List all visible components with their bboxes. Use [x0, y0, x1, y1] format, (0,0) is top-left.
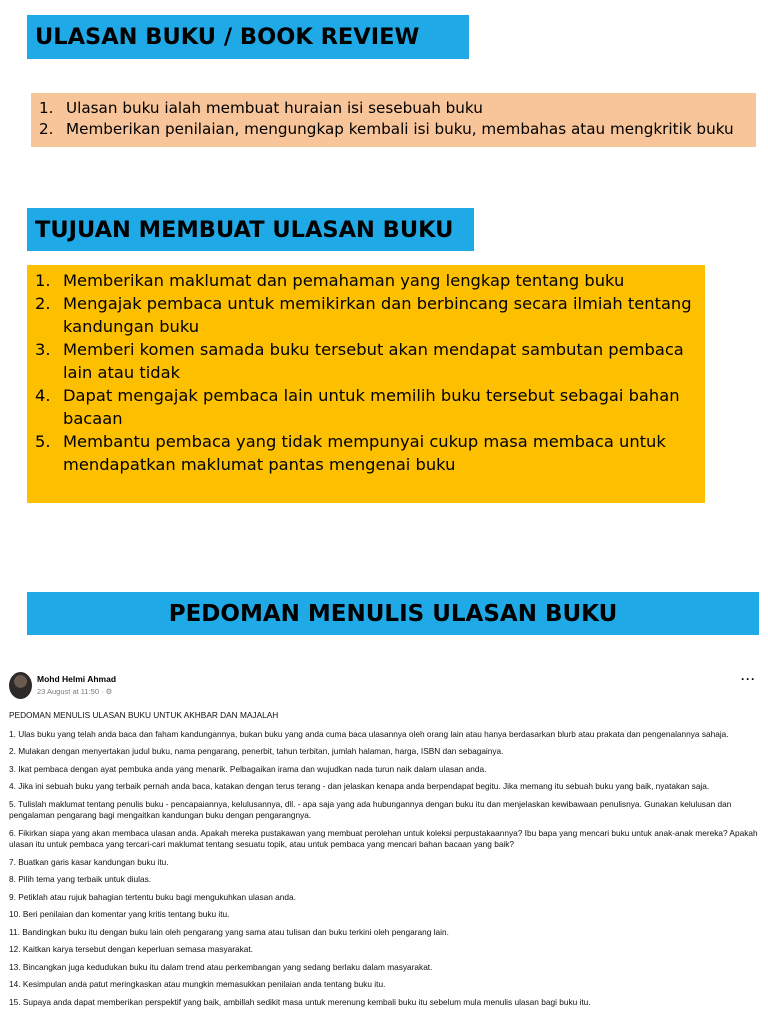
list-text: Dapat mengajak pembaca lain untuk memilih buku tersebut sebagai bahan bacaan	[63, 386, 680, 428]
post-guideline-item: 13. Bincangkan juga kedudukan buku itu dalam trend atau perkembangan yang sedang berlaku dalam masyarakat.	[9, 961, 433, 972]
section-title-purpose: TUJUAN MEMBUAT ULASAN BUKU	[27, 208, 474, 251]
avatar[interactable]	[9, 672, 32, 699]
post-guideline-item: 3. Ikat pembaca dengan ayat pembuka anda yang menarik. Pelbagaikan irama dan wujudkan nada turun naik dalam ulasan anda.	[9, 763, 487, 774]
list-item	[35, 338, 705, 384]
list-text: Memberikan penilaian, mengungkap kembali isi buku, membahas atau mengkritik buku	[66, 120, 734, 138]
list-number: 1.	[39, 99, 54, 117]
list-text: Mengajak pembaca untuk memikirkan dan berbincang secara ilmiah tentang kandungan buku	[63, 294, 692, 336]
list-item	[35, 384, 705, 430]
post-items	[9, 729, 761, 1009]
list-number: 2.	[35, 294, 51, 313]
post-body	[9, 710, 761, 1014]
list-number: 1.	[35, 271, 51, 290]
post-guideline-item: 8. Pilih tema yang terbaik untuk diulas.	[9, 874, 152, 884]
post-guideline-item: 7. Buatkan garis kasar kandungan buku itu.	[9, 856, 169, 867]
list-text: Memberi komen samada buku tersebut akan mendapat sambutan pembaca lain atau tidak	[63, 340, 684, 382]
list-item	[35, 292, 705, 338]
list-item	[39, 119, 756, 140]
post-guideline-item: 9. Petiklah atau rujuk bahagian tertentu buku bagi mengukuhkan ulasan anda.	[9, 891, 296, 902]
post-guideline-item: 12. Kaitkan karya tersebut dengan keperluan semasa masyarakat.	[9, 944, 253, 954]
post-guideline-item: 14. Kesimpulan anda patut meringkaskan atau mungkin memasukkan penilaian anda tentang buku itu.	[9, 979, 386, 989]
list-item	[35, 430, 705, 476]
post-timestamp[interactable]: 23 August at 11:50 · ⚙	[37, 687, 113, 696]
post-guideline-item: 6. Fikirkan siapa yang akan membaca ulasan anda. Apakah mereka pustakawan yang membuat perolehan untuk koleksi perpustakaannya? Ibu bapa yang mencari buku untuk anak-anak mereka? Apakah ulasan itu untuk pembaca yang tercari-cari maklumat tentang sesuatu topik, atau untuk pembaca yang mencari bahan bacaan yang baik?	[9, 827, 758, 849]
post-guideline-item: 2. Mulakan dengan menyertakan judul buku, nama pengarang, penerbit, tahun terbitan, jumlah halaman, harga, ISBN dan sebagainya.	[9, 746, 504, 756]
section-title-guidelines: PEDOMAN MENULIS ULASAN BUKU	[27, 592, 759, 635]
post-guideline-item: 1. Ulas buku yang telah anda baca dan faham kandungannya, bukan buku yang anda cuma baca ulasannya oleh orang lain atau hanya berdasarkan blurb atau prakata dan pengenalannya sahaja.	[9, 728, 729, 739]
purpose-list	[35, 269, 705, 476]
list-text: Ulasan buku ialah membuat huraian isi sesebuah buku	[66, 99, 483, 117]
definition-box	[31, 93, 756, 147]
post-guideline-item: 10. Beri penilaian dan komentar yang kritis tentang buku itu.	[9, 909, 230, 919]
purpose-box	[27, 265, 705, 503]
definition-list	[39, 98, 756, 140]
post-guideline-item: 5. Tulislah maklumat tentang penulis buku - pencapaiannya, kelulusannya, dll. - apa saja yang ada hubungannya dengan buku itu dan menjelaskan kewibawaan penulisnya. Gunakan kelulusan dan pengalaman pengarang bagi mengaitkan kandungan buku dengan pengarangnya.	[9, 798, 732, 820]
list-number: 3.	[35, 340, 51, 359]
post-guideline-item: 4. Jika ini sebuah buku yang terbaik pernah anda baca, katakan dengan terus terang - dan jelaskan kenapa anda berpendapat begitu. Jika memang itu sebuah buku yang baik, nyatakan saja.	[9, 781, 710, 791]
post-heading: PEDOMAN MENULIS ULASAN BUKU UNTUK AKHBAR DAN MAJALAH	[9, 710, 279, 720]
facebook-post	[0, 660, 768, 1024]
list-item	[39, 98, 756, 119]
post-guideline-item: 15. Supaya anda dapat memberikan perspektif yang baik, ambillah sedikit masa untuk merenung kembali buku itu sebelum mula menulis ulasan bagi buku itu.	[9, 996, 591, 1007]
post-author[interactable]: Mohd Helmi Ahmad	[37, 674, 117, 684]
list-text: Memberikan maklumat dan pemahaman yang lengkap tentang buku	[63, 271, 625, 290]
list-text: Membantu pembaca yang tidak mempunyai cukup masa membaca untuk mendapatkan maklumat pantas mengenai buku	[63, 432, 666, 474]
post-guideline-item: 11. Bandingkan buku itu dengan buku lain oleh pengarang yang sama atau tulisan dan buku terkini oleh pengarang lain.	[9, 926, 449, 937]
list-number: 5.	[35, 432, 51, 451]
section-title-book-review: ULASAN BUKU / BOOK REVIEW	[27, 15, 469, 59]
list-number: 4.	[35, 386, 51, 405]
list-item	[35, 269, 705, 292]
more-options-icon[interactable]: ···	[741, 672, 756, 686]
list-number: 2.	[39, 120, 54, 138]
